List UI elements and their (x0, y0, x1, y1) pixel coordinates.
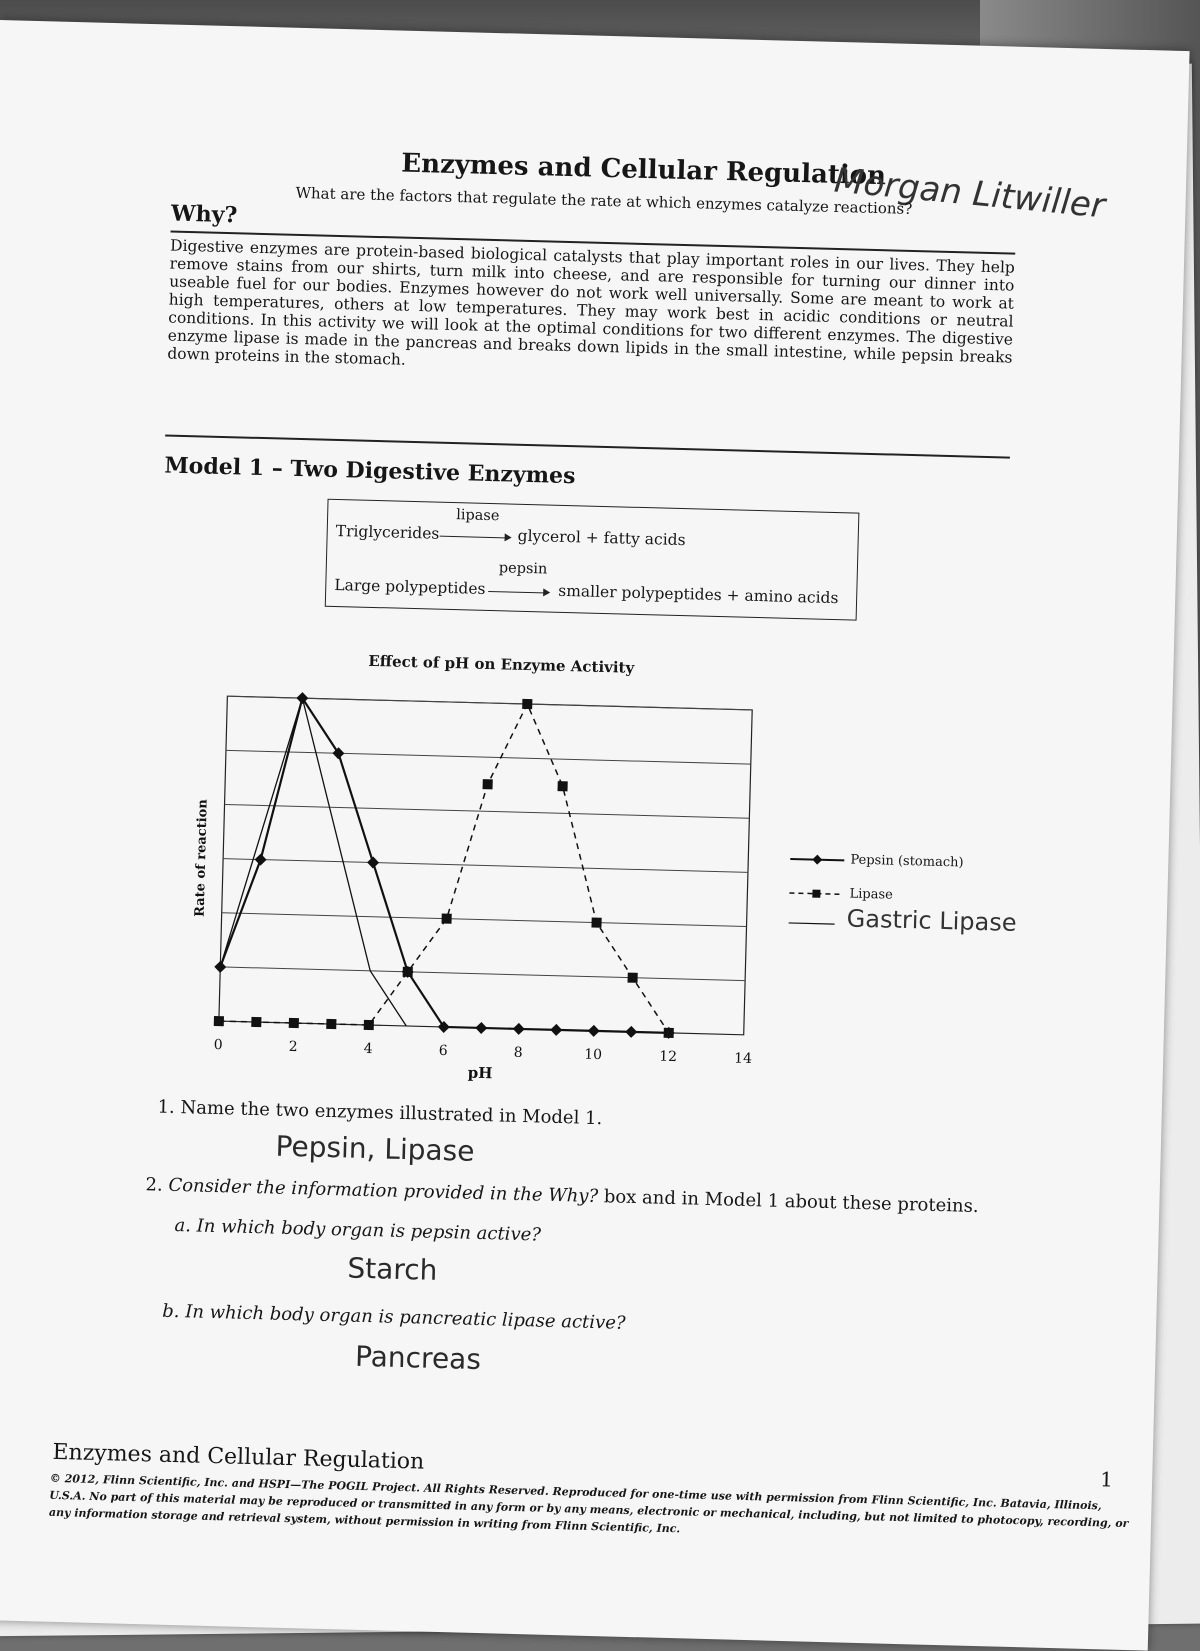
pepsin-point (296, 692, 308, 704)
question-2-text-a: Consider the information provided in the (168, 1174, 549, 1206)
x-axis-label: pH (467, 1063, 493, 1083)
footer-title: Enzymes and Cellular Regulation (52, 1439, 425, 1475)
student-name: Morgan Litwiller (832, 160, 1107, 227)
guiding-question: What are the factors that regulate the rate at which enzymes catalyze reactions? (295, 183, 913, 218)
lipase-point (289, 1018, 299, 1028)
lipase-point (251, 1017, 261, 1027)
lipase-enzyme-label: lipase (455, 507, 500, 525)
why-heading: Why? (170, 200, 238, 229)
question-2b-text: In which body organ is pancreatic lipase active? (184, 1301, 626, 1334)
lipase-point (664, 1028, 674, 1038)
pepsin-point (588, 1025, 600, 1037)
x-tick-label: 12 (658, 1048, 678, 1066)
reaction2-product: smaller polypeptides + amino acids (558, 581, 839, 608)
gridline (223, 859, 748, 873)
pepsin-point (475, 1022, 487, 1034)
reaction2-arrow (488, 591, 548, 594)
legend-lipase (787, 885, 893, 903)
answer-2b: Pancreas (354, 1339, 482, 1377)
pepsin-enzyme-label: pepsin (498, 560, 548, 578)
page-title: Enzymes and Cellular Regulation (400, 148, 887, 192)
gastric-lipase-annotation: Gastric Lipase (846, 904, 1017, 937)
pepsin-point (332, 747, 344, 759)
lipase-point (364, 1020, 374, 1030)
question-2-text-b: box and in Model 1 about these proteins. (597, 1186, 979, 1218)
question-1-number: 1. (157, 1096, 176, 1118)
gridline (222, 913, 747, 927)
x-tick-label: 4 (363, 1040, 373, 1058)
reaction2-reactant: Large polypeptides (334, 575, 486, 598)
worksheet-page (0, 20, 1190, 1651)
pepsin-point (438, 1021, 450, 1033)
x-tick-label: 14 (733, 1050, 753, 1068)
question-2a-text: In which body organ is pepsin active? (196, 1215, 542, 1246)
legend-gastric-marker (786, 915, 836, 930)
page-number: 1 (1099, 1467, 1114, 1492)
answer-2a: Starch (347, 1251, 438, 1287)
question-2-why: Why? (547, 1184, 599, 1208)
gridline (220, 967, 745, 981)
pepsin-point (625, 1026, 637, 1038)
x-tick-label: 10 (583, 1046, 603, 1064)
question-2b-letter: b. (161, 1300, 180, 1323)
legend-lipase-marker (787, 885, 845, 901)
reaction-box (325, 499, 860, 621)
why-paragraph: Digestive enzymes are protein-based biological catalysts that play important roles in our lives. They help remove stains from our shirts, turn milk into cheese, and are responsible for turning our dinner into useable fuel for our bodies. Enzymes however do not work well universally. Some are meant to work at high temperatures, others at low temperatures. They may work best in acidic conditions or neutral conditions. In this activity we will look at the optimal conditions for two different enzymes. The digestive enzyme lipase is made in the pancreas and breaks down lipids in the small intestine, while pepsin breaks down proteins in the stomach. (167, 236, 1016, 369)
x-tick-label: 2 (288, 1038, 298, 1056)
chart-title: Effect of pH on Enzyme Activity (368, 651, 635, 677)
copyright-notice: © 2012, Flinn Scientific, Inc. and HSPI—The POGIL Project. All Rights Reserved. Reproduced for one-time use with permission from Flinn Scientific, Inc. Batavia, Illinois, U.S.A. No part of this material may be reproduced or transmitted in any form or by any means, electronic or mechanical, including, but not limited to photocopy, recording, or any information storage and retrieval system, without permission in writing from Flinn Scientific, Inc. (48, 1471, 1129, 1536)
question-2 (145, 1174, 979, 1217)
question-2a (174, 1215, 541, 1246)
question-2-number: 2. (145, 1174, 164, 1196)
x-tick-label: 6 (438, 1042, 448, 1060)
lipase-point (522, 699, 532, 709)
question-2a-letter: a. (174, 1214, 192, 1237)
ph-activity-chart (172, 665, 803, 1111)
lipase-point (483, 779, 493, 789)
question-2b (162, 1301, 626, 1334)
legend-lipase-label: Lipase (849, 886, 893, 903)
legend-gastric (786, 915, 836, 931)
pepsin-point (550, 1024, 562, 1036)
reaction1-arrow (440, 536, 510, 539)
pepsin-point (513, 1023, 525, 1035)
y-axis-label: Rate of reaction (192, 799, 211, 918)
gridline (226, 750, 751, 764)
legend-pepsin-label: Pepsin (stomach) (850, 852, 964, 871)
pepsin-point (254, 853, 266, 865)
lipase-point (403, 967, 413, 977)
legend-pepsin-marker (788, 851, 846, 867)
pepsin-point (367, 856, 379, 868)
lipase-point (558, 781, 568, 791)
reaction1-product: glycerol + fatty acids (517, 526, 686, 550)
x-tick-label: 0 (213, 1036, 223, 1054)
lipase-point (628, 973, 638, 983)
lipase-point (591, 917, 601, 927)
pepsin-point (214, 961, 226, 973)
gridline (225, 804, 750, 818)
lipase-point (326, 1019, 336, 1029)
question-1-text: Name the two enzymes illustrated in Model 1. (180, 1097, 603, 1130)
reaction1-reactant: Triglycerides (335, 521, 440, 543)
x-tick-label: 8 (513, 1044, 523, 1062)
lipase-point (441, 914, 451, 924)
legend-pepsin (788, 851, 964, 871)
answer-1: Pepsin, Lipase (275, 1129, 475, 1168)
lipase-point (214, 1016, 224, 1026)
model-heading: Model 1 – Two Digestive Enzymes (164, 452, 576, 490)
